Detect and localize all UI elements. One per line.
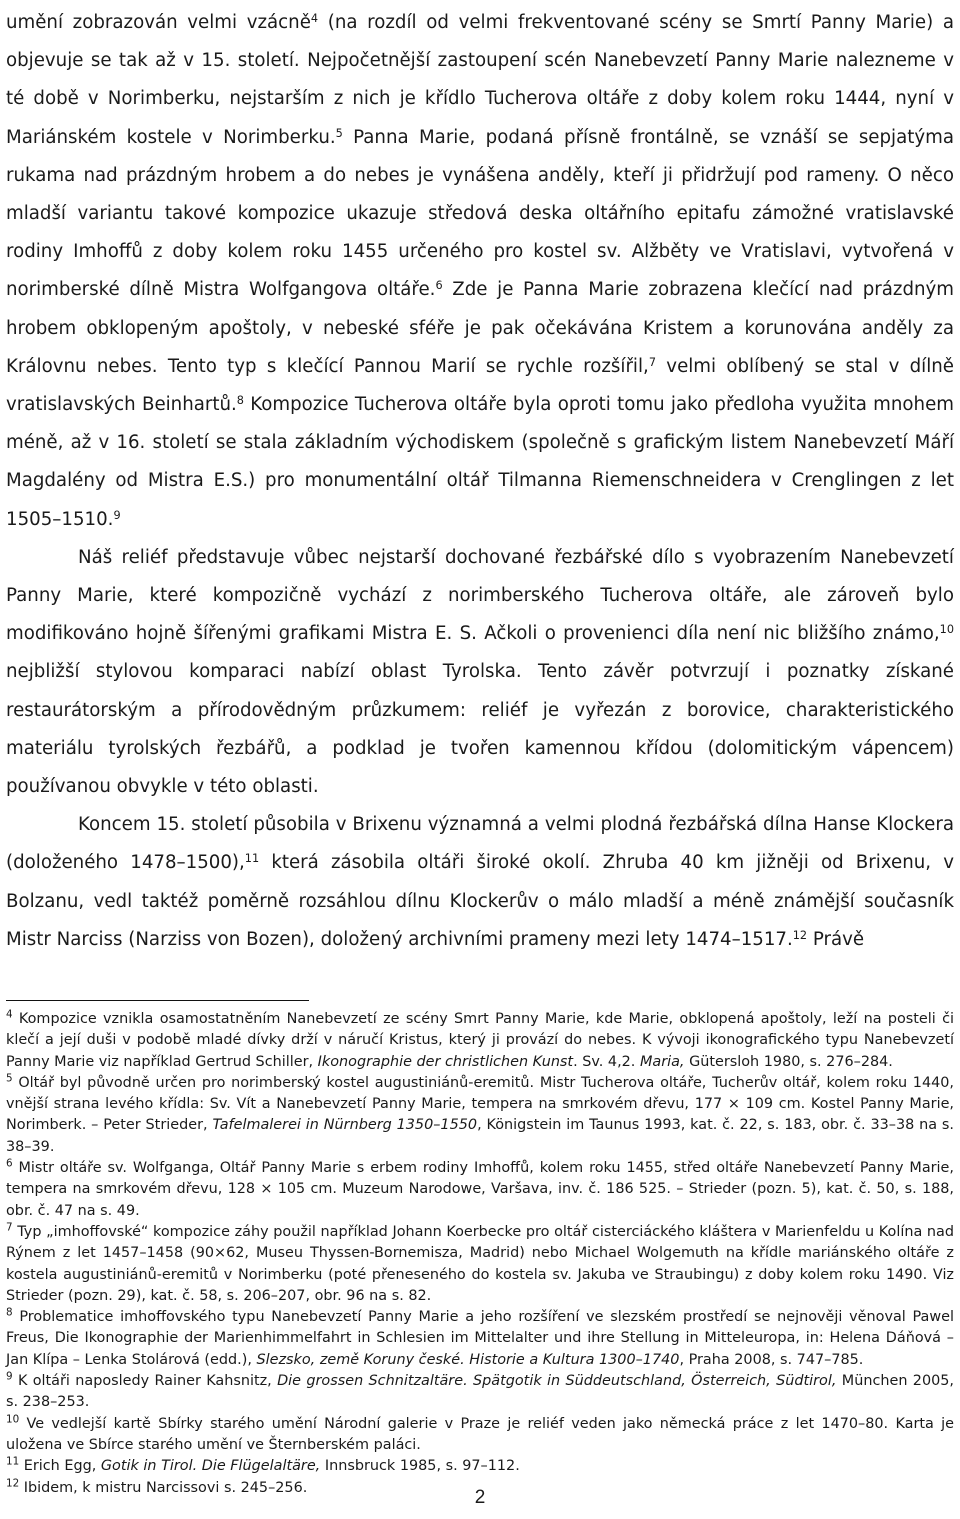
paragraph-2: Náš reliéf představuje vůbec nejstarší dochované řezbářské dílo s vyobrazením Nanebevzetí Panny Marie, které kompozičně vychází z norimberského Tucherova oltáře, ale zároveň bylo modifikováno hojně šířenými grafikami Mistra E. S. Ačkoli o provenienci díla není nic bližšího známo,$^{10}$ nejbližší stylovou komparaci nabízí oblast Tyrolska. Tento závěr potvrzují i poznatky získané restaurátorským a přírodovědným průzkumem: reliéf je vyřezán z borovice, charakteristického materiálu tyrolských řezbářů, a podklad je tvořen kamennou křídou (dolomitickým vápencem) používanou obvykle v této oblasti.	[6, 546, 954, 798]
footnote-11: $^{11}$ Erich Egg, Gotik in Tirol. Die Flügelaltäre, Innsbruck 1985, s. 97–112.	[6, 1455, 520, 1475]
paragraph-3: Koncem 15. století působila v Brixenu významná a velmi plodná řezbářská dílna Hanse Klockera (doloženého 1478–1500),$^{11}$ která zásobila oltáři široké okolí. Zhruba 40 km jižněji od Brixenu, v Bolzanu, vedl taktéž poměrně rozsáhlou dílnu Klockerův o málo mladší a méně známější současník Mistr Narciss (Narziss von Bozen), doložený archivními prameny mezi lety 1474–1517.12 Právě	[6, 814, 954, 950]
footnote-5: $^5$ Oltář byl původně určen pro norimberský kostel augustiniánů-eremitů. Mistr Tucherova oltáře, Tucherův oltář, kolem roku 1440, vnější strana levého křídla: Sv. Vít a Nanebevzetí Panny Marie, tempera na smrkovém dřevu, 177 × 109 cm. Kostel Panny Marie, Norimberk. – Peter Strieder, Tafelmalerei in Nürnberg 1350–1550, Königstein im Taunus 1993, kat. č. 22, s. 183, obr. č. 33–38 na s. 38–39.	[6, 1072, 955, 1155]
footnote-ref-10[interactable]: 10	[939, 623, 954, 637]
footnote-ref-11[interactable]: 11	[244, 852, 260, 866]
page-number: 2	[474, 1487, 486, 1508]
footnote-10: $^{10}$ Ve vedlejší kartě Sbírky starého umění Národní galerie v Praze je reliéf veden jako německá práce z let 1470–80. Karta je uložena ve Sbírce starého umění ve Šternberském paláci.	[6, 1412, 954, 1453]
body-text	[6, 4, 954, 959]
footnotes	[6, 1000, 954, 1499]
footnote-7: $^7$ Typ „imhoffovské“ kompozice záhy použil například Johann Koerbecke pro oltář cisterciáckého kláštera v Marienfeldu u Kolína nad Rýnem z let 1457–1458 (90×62, Museu Thyssen-Bornemisza, Madrid) nebo Michael Wolgemuth na křídle mariánského oltáře z kostela augustiniánů-eremitů v Norimberku (poté přeneseného do kostela sv. Jakuba ve Straubingu) z doby kolem roku 1490. Viz Strieder (pozn. 29), kat. č. 58, s. 206–207, obr. 96 na s. 82.	[6, 1221, 954, 1304]
footnote-ref-9[interactable]: 9	[113, 508, 121, 522]
footnote-12: $^{12}$ Ibidem, k mistru Narcissovi s. 245–256.	[6, 1476, 308, 1496]
footnote-ref-7[interactable]: 7	[648, 355, 656, 369]
footnote-ref-5[interactable]: 5	[335, 126, 343, 140]
footnote-4: $^4$ Kompozice vznikla osamostatněním Nanebevzetí ze scény Smrt Panny Marie, kde Marie, obklopená apoštoly, leží na posteli či klečí a její duši v podobě mladé dívky drží v náručí Kristus, který ji provází do nebes. K vývoji ikonografického typu Nanebevzetí Panny Marie viz například Gertrud Schiller, Ikonographie der christlichen Kunst. Sv. 4,2. Maria, Gütersloh 1980, s. 276–284.	[6, 1008, 954, 1070]
footnote-ref-6[interactable]: 6	[435, 279, 443, 293]
paragraph-1: umění zobrazován velmi vzácně$^4$ (na rozdíl od velmi frekventované scény se Smrtí Panny Marie) a objevuje se tak až v 15. století. Nejpočetnější zastoupení scén Nanebevzetí Panny Marie nalezneme v té době v Norimberku, nejstarším z nich je křídlo Tucherova oltáře z doby kolem roku 1444, nyní v Mariánském kostele v Norimberku.$^5$ Panna Marie, podaná přísně frontálně, se vznáší se sepjatýma rukama nad prázdným hrobem a do nebes je vynášena anděly, kteří ji přidržují pod rameny. O něco mladší variantu takové kompozice ukazuje středová deska oltářního epitafu zámožné vratislavské rodiny Imhoffů z doby kolem roku 1455 určeného pro kostel sv. Alžběty ve Vratislavi, vytvořená v norimberské dílně Mistra Wolfgangova oltáře.$^6$ Zde je Panna Marie zobrazena klečící nad prázdným hrobem obklopeným apoštoly, v nebeské sféře je pak očekávána Kristem a korunována anděly za Královnu nebes. Tento typ s klečící Pannou Marií se rychle rozšířil,$^7$ velmi oblíbený se stal v dílně vratislavských Beinhartů.$^8$ Kompozice Tucherova oltáře byla oproti tomu jako předloha využita mnohem méně, až v 16. století se stala základním východiskem (společně s grafickým listem Nanebevzetí Máří Magdalény od Mistra E.S.) pro monumentální oltář Tilmanna Riemenschneidera v Crenglingen z let 1505–1510.$^9$	[6, 11, 954, 530]
footnote-separator	[6, 1000, 309, 1001]
footnote-8: $^8$ Problematice imhoffovského typu Nanebevzetí Panny Marie a jeho rozšíření ve slezském prostředí se nejnověji věnoval Pawel Freus, Die Ikonographie der Marienhimmelfahrt in Schlesien im Mittelalter und ihre Stellung in Mitteleuropa, in: Helena Dáňová – Jan Klípa – Lenka Stolárová (edd.), Slezsko, země Koruny české. Historie a Kultura 1300–1740, Praha 2008, s. 747–785.	[6, 1306, 954, 1368]
footnote-9: $^9$ K oltáři naposledy Rainer Kahsnitz, Die grossen Schnitzaltäre. Spätgotik in Süddeutschland, Österreich, Südtirol, München 2005, s. 238–253.	[6, 1370, 955, 1411]
footnote-ref-4[interactable]: 4	[310, 11, 319, 25]
footnote-6: $^6$ Mistr oltáře sv. Wolfganga, Oltář Panny Marie s erbem rodiny Imhoffů, kolem roku 1455, střed oltáře Nanebevzetí Panny Marie, tempera na smrkovém dřevu, 128 × 105 cm. Muzeum Narodowe, Varšava, inv. č. 186 525. – Strieder (pozn. 5), kat. č. 50, s. 188, obr. č. 47 na s. 49.	[6, 1157, 954, 1219]
footnote-ref-8[interactable]: 8	[236, 393, 244, 407]
footnote-ref-12[interactable]: 12	[792, 928, 808, 942]
